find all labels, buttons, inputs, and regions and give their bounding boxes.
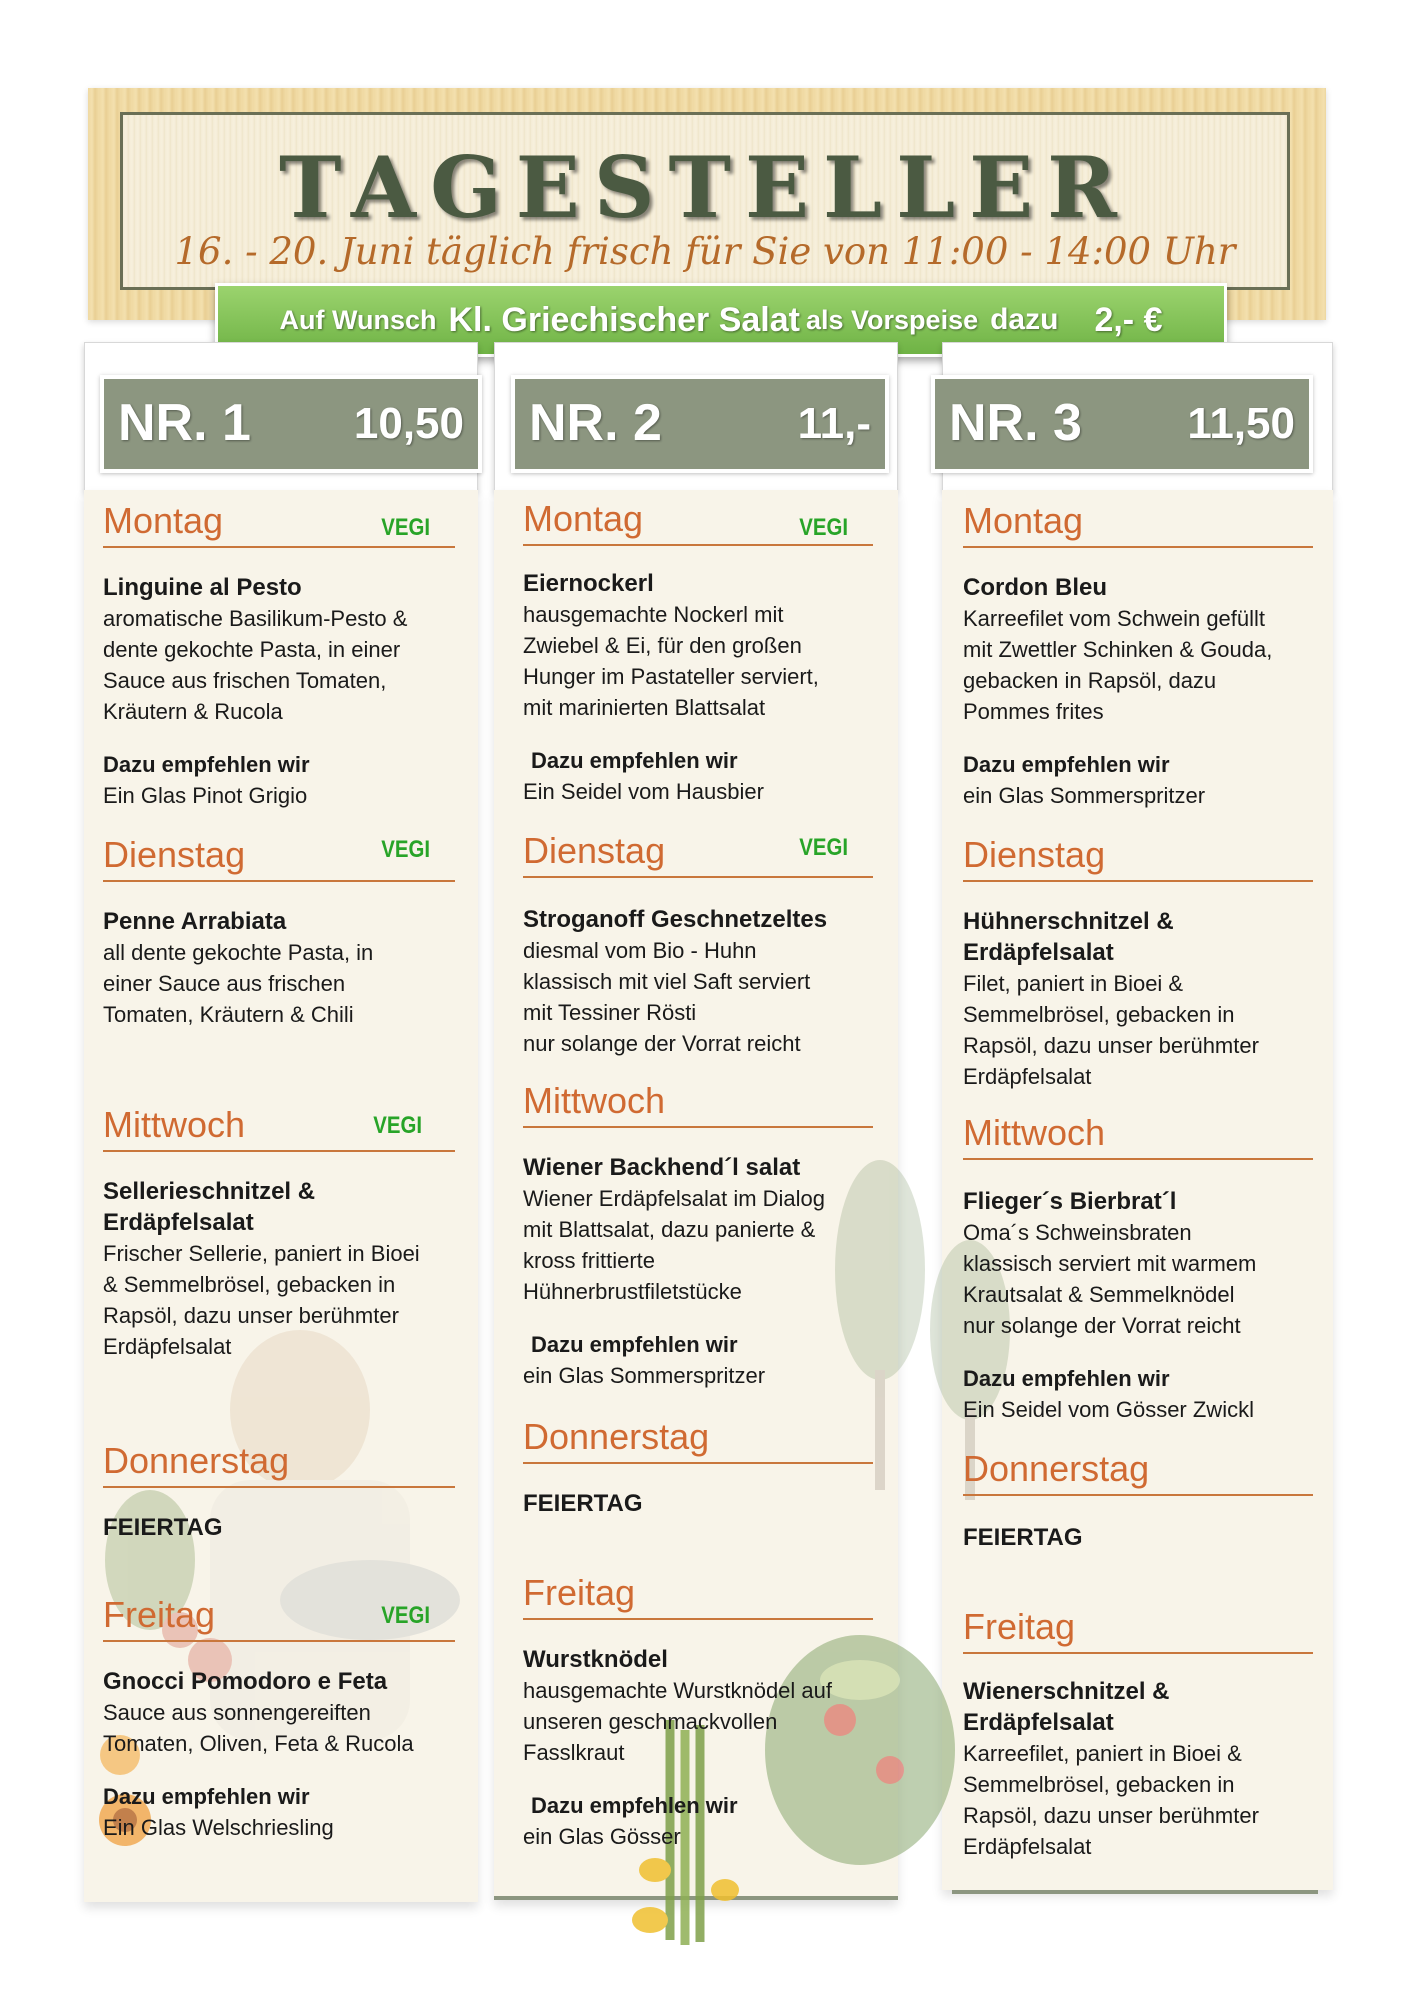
dish-name: Penne Arrabiata (103, 908, 287, 935)
day-name: Freitag (963, 1606, 1076, 1647)
recommendation-title: Dazu empfehlen wir (531, 1793, 738, 1818)
column-3-price: 11,50 (1187, 399, 1295, 448)
recommendation-title: Dazu empfehlen wir (103, 752, 310, 777)
menu-entry (103, 1666, 463, 1843)
menu-entry (523, 904, 883, 1059)
dish-name: Wienerschnitzel & (963, 1678, 1170, 1705)
recommendation-text: ein Glas Sommerspritzer (523, 1363, 766, 1388)
recommendation-text: Ein Glas Pinot Grigio (103, 783, 308, 808)
dish-desc-line: dente gekochte Pasta, in einer (103, 637, 401, 662)
menu-entry (963, 1186, 1323, 1425)
dish-desc-line: hausgemachte Wurstknödel auf (523, 1678, 832, 1703)
vegi-badge: VEGI (381, 1602, 431, 1629)
menu-entry (963, 906, 1323, 1092)
dish-desc-line: Karreefilet vom Schwein gefüllt (963, 606, 1266, 631)
dish-desc-line: nur solange der Vorrat reicht (963, 1313, 1241, 1338)
dish-desc-line: Rapsöl, dazu unser berühmter (963, 1803, 1259, 1828)
day-name: Montag (523, 498, 644, 539)
banner-text-vorspeise: als Vorspeise (806, 304, 979, 335)
day-header-montag (963, 502, 1313, 548)
dish-desc-line: gebacken in Rapsöl, dazu (963, 668, 1217, 693)
day-header-donnerstag (523, 1418, 873, 1464)
dish-name: Stroganoff Geschnetzeltes (523, 906, 828, 933)
day-name: Dienstag (523, 830, 666, 871)
dish-desc-line: Tomaten, Kräutern & Chili (103, 1002, 354, 1027)
dish-desc-line: klassisch mit viel Saft serviert (523, 969, 811, 994)
day-name: Mittwoch (523, 1080, 666, 1121)
recommendation-title: Dazu empfehlen wir (103, 1784, 310, 1809)
recommendation-title: Dazu empfehlen wir (531, 748, 738, 773)
column-3-number: NR. 3 (949, 394, 1082, 452)
dish-desc-line: Karreefilet, paniert in Bioei & (963, 1741, 1242, 1766)
holiday-label: FEIERTAG (963, 1524, 1083, 1551)
dish-desc-line: Hunger im Pastateller serviert, (523, 664, 819, 689)
holiday-label: FEIERTAG (523, 1490, 643, 1517)
day-name: Mittwoch (103, 1104, 246, 1145)
menu-entry (523, 568, 883, 807)
day-header-montag (523, 500, 873, 546)
menu-entry (963, 1522, 1323, 1553)
day-name: Montag (963, 500, 1084, 541)
day-name: Montag (103, 500, 224, 541)
dish-desc-line: kross frittierte (523, 1248, 656, 1273)
dish-desc-line: Semmelbrösel, gebacken in (963, 1002, 1235, 1027)
dish-name: Wiener Backhend´l salat (523, 1154, 801, 1181)
dish-desc-line: Erdäpfelsalat (103, 1334, 232, 1359)
day-name: Mittwoch (963, 1112, 1106, 1153)
recommendation-title: Dazu empfehlen wir (531, 1332, 738, 1357)
page-subtitle: 16. - 20. Juni täglich frisch für Sie von 11:00 - 14:00 Uhr (174, 230, 1236, 273)
dish-desc-line: all dente gekochte Pasta, in (103, 940, 374, 965)
dish-desc-line: unseren geschmackvollen (523, 1709, 778, 1734)
dish-desc-line: Zwiebel & Ei, für den großen (523, 633, 802, 658)
vegi-badge: VEGI (381, 836, 431, 863)
column-3-bottom-rule (952, 1890, 1318, 1894)
menu-entry (523, 1644, 883, 1852)
recommendation-title: Dazu empfehlen wir (963, 752, 1170, 777)
column-2-header (511, 375, 889, 473)
recommendation-text: Ein Seidel vom Gösser Zwickl (963, 1397, 1254, 1422)
dish-desc-line: mit Zwettler Schinken & Gouda, (963, 637, 1273, 662)
menu-entry (523, 1152, 883, 1391)
dish-name: Sellerieschnitzel & (103, 1178, 316, 1205)
day-header-mittwoch (103, 1106, 455, 1152)
recommendation-text: Ein Seidel vom Hausbier (523, 779, 764, 804)
vegi-badge: VEGI (381, 514, 431, 541)
dish-desc-line: hausgemachte Nockerl mit (523, 602, 784, 627)
dish-name-line-2: Erdäpfelsalat (963, 1709, 1114, 1736)
menu-entry (103, 1176, 463, 1362)
column-1-header (100, 375, 482, 473)
menu-entry (963, 572, 1323, 811)
dish-desc-line: nur solange der Vorrat reicht (523, 1031, 801, 1056)
dish-desc-line: aromatische Basilikum-Pesto & (103, 606, 408, 631)
day-name: Freitag (523, 1572, 636, 1613)
dish-name-line-2: Erdäpfelsalat (103, 1209, 254, 1236)
banner-text-salad: Kl. Griechischer Salat (448, 300, 800, 339)
dish-desc-line: Tomaten, Oliven, Feta & Rucola (103, 1731, 414, 1756)
dish-name: Flieger´s Bierbrat´l (963, 1188, 1177, 1215)
dish-desc-line: Krautsalat & Semmelknödel (963, 1282, 1235, 1307)
dish-desc-line: Erdäpfelsalat (963, 1834, 1092, 1859)
day-header-dienstag (963, 836, 1313, 882)
day-header-dienstag (103, 836, 455, 882)
menu-entry (103, 1512, 463, 1543)
dish-name-line-2: Erdäpfelsalat (963, 939, 1114, 966)
dish-desc-line: Frischer Sellerie, paniert in Bioei (103, 1241, 420, 1266)
dish-desc-line: & Semmelbrösel, gebacken in (103, 1272, 396, 1297)
column-1-number: NR. 1 (118, 394, 251, 452)
menu-entry (103, 906, 463, 1030)
recommendation-text: Ein Glas Welschriesling (103, 1815, 334, 1840)
recommendation-text: ein Glas Gösser (523, 1824, 681, 1849)
page-title: TAGESTELLER (278, 138, 1131, 237)
dish-desc-line: mit marinierten Blattsalat (523, 695, 766, 720)
column-3-header (931, 375, 1313, 473)
day-header-donnerstag (963, 1450, 1313, 1496)
day-header-freitag (523, 1574, 873, 1620)
banner-text-dazu: dazu (990, 303, 1059, 336)
banner-text-auf-wunsch: Auf Wunsch (279, 304, 437, 335)
day-header-dienstag (523, 832, 873, 878)
column-2-price: 11,- (797, 399, 871, 448)
dish-desc-line: Filet, paniert in Bioei & (963, 971, 1184, 996)
day-name: Donnerstag (103, 1440, 290, 1481)
recommendation-title: Dazu empfehlen wir (963, 1366, 1170, 1391)
dish-desc-line: Semmelbrösel, gebacken in (963, 1772, 1235, 1797)
banner-price: 2,- € (1094, 300, 1163, 339)
dish-name: Wurstknödel (523, 1646, 668, 1673)
day-name: Freitag (103, 1594, 216, 1635)
menu-entry (963, 1676, 1323, 1862)
vegi-badge: VEGI (799, 514, 849, 541)
dish-desc-line: einer Sauce aus frischen (103, 971, 346, 996)
dish-desc-line: Oma´s Schweinsbraten (963, 1220, 1192, 1245)
dish-desc-line: Wiener Erdäpfelsalat im Dialog (523, 1186, 826, 1211)
holiday-label: FEIERTAG (103, 1514, 223, 1541)
dish-desc-line: Kräutern & Rucola (103, 699, 283, 724)
day-header-freitag (963, 1608, 1313, 1654)
recommendation-text: ein Glas Sommerspritzer (963, 783, 1206, 808)
dish-name: Cordon Bleu (963, 574, 1107, 601)
dish-desc-line: mit Tessiner Rösti (523, 1000, 697, 1025)
day-name: Dienstag (103, 834, 246, 875)
day-name: Dienstag (963, 834, 1106, 875)
dish-desc-line: Fasslkraut (523, 1740, 625, 1765)
dish-desc-line: klassisch serviert mit warmem (963, 1251, 1257, 1276)
dish-desc-line: Pommes frites (963, 699, 1104, 724)
column-1-price: 10,50 (353, 399, 464, 448)
dish-name: Eiernockerl (523, 570, 654, 597)
dish-desc-line: Rapsöl, dazu unser berühmter (963, 1033, 1259, 1058)
dish-desc-line: Rapsöl, dazu unser berühmter (103, 1303, 399, 1328)
day-header-mittwoch (963, 1114, 1313, 1160)
column-2-number: NR. 2 (529, 394, 662, 452)
vegi-badge: VEGI (799, 834, 849, 861)
day-name: Donnerstag (963, 1448, 1150, 1489)
dish-name: Linguine al Pesto (103, 574, 302, 601)
dish-desc-line: Erdäpfelsalat (963, 1064, 1092, 1089)
dish-desc-line: Sauce aus frischen Tomaten, (103, 668, 387, 693)
day-header-donnerstag (103, 1442, 455, 1488)
dish-desc-line: Hühnerbrustfiletstücke (523, 1279, 742, 1304)
day-header-mittwoch (523, 1082, 873, 1128)
menu-entry (523, 1488, 883, 1519)
dish-desc-line: mit Blattsalat, dazu panierte & (523, 1217, 816, 1242)
dish-name: Gnocci Pomodoro e Feta (103, 1668, 388, 1695)
vegi-badge: VEGI (373, 1112, 423, 1139)
day-header-montag (103, 502, 455, 548)
day-header-freitag (103, 1596, 455, 1642)
day-name: Donnerstag (523, 1416, 710, 1457)
menu-entry (103, 572, 463, 811)
dish-desc-line: diesmal vom Bio - Huhn (523, 938, 757, 963)
dish-desc-line: Sauce aus sonnengereiften (103, 1700, 371, 1725)
dish-name: Hühnerschnitzel & (963, 908, 1174, 935)
